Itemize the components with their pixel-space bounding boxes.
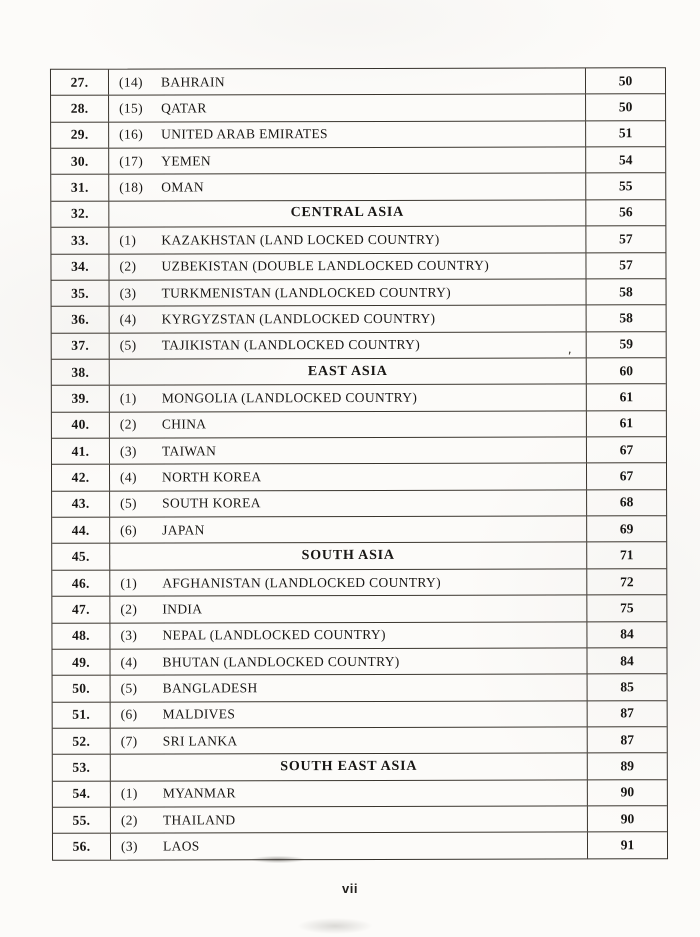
row-serial-number: 47.	[52, 597, 110, 623]
row-sub-number: (1)	[119, 232, 137, 248]
row-serial-number: 43.	[52, 491, 110, 517]
row-region-heading: EAST ASIA	[307, 363, 388, 379]
row-serial-number: 33.	[51, 228, 109, 254]
row-serial-number: 29.	[51, 122, 109, 148]
row-page-number: 90	[587, 806, 667, 832]
row-sub-number: (3)	[119, 443, 137, 459]
row-entry-cell	[110, 543, 586, 570]
table-row	[52, 436, 666, 464]
row-serial-number: 38.	[52, 360, 110, 386]
row-serial-number: 41.	[52, 439, 110, 465]
row-sub-number: (1)	[120, 785, 138, 801]
row-page-number: 61	[586, 385, 666, 411]
row-serial-number: 51.	[53, 702, 111, 728]
table-row	[51, 94, 665, 122]
table-row	[53, 779, 667, 807]
table-row	[52, 410, 666, 438]
row-country-name: SRI LANKA	[162, 732, 238, 749]
table-row	[52, 621, 666, 649]
row-entry-cell	[110, 622, 586, 649]
row-entry-cell	[111, 780, 587, 807]
row-sub-number: (15)	[119, 100, 143, 116]
row-page-number: 71	[586, 543, 666, 569]
page-number-footer: vii	[342, 881, 358, 896]
row-country-name: LAOS	[162, 838, 200, 854]
row-region-heading: CENTRAL ASIA	[290, 205, 405, 221]
row-sub-number: (2)	[119, 258, 137, 274]
row-serial-number: 52.	[53, 729, 111, 755]
row-country-name: BANGLADESH	[162, 680, 258, 696]
row-country-name: MALDIVES	[162, 706, 236, 722]
row-country-name: MYANMAR	[162, 785, 236, 801]
row-entry-cell	[109, 95, 585, 122]
row-sub-number: (18)	[119, 179, 144, 195]
row-serial-number: 27.	[51, 70, 109, 96]
row-serial-number: 42.	[52, 465, 110, 491]
toc-table	[50, 67, 668, 861]
row-page-number: 69	[586, 516, 666, 542]
row-sub-number: (3)	[120, 627, 138, 643]
row-page-number: 59	[586, 332, 666, 358]
row-page-number: 67	[586, 437, 666, 463]
row-country-name: JAPAN	[162, 522, 205, 538]
row-country-name: CHINA	[161, 416, 207, 432]
row-page-number: 91	[587, 833, 667, 859]
row-serial-number: 46.	[52, 570, 110, 596]
row-entry-cell	[110, 437, 586, 464]
row-entry-cell	[111, 701, 587, 728]
row-country-name: MONGOLIA (LANDLOCKED COUNTRY)	[161, 389, 418, 406]
row-entry-cell	[110, 279, 586, 306]
row-serial-number: 39.	[52, 386, 110, 412]
table-row	[52, 515, 666, 543]
row-entry-cell	[110, 332, 586, 359]
table-row	[52, 357, 666, 385]
row-sub-number: (17)	[119, 153, 144, 169]
table-row	[51, 68, 665, 95]
row-country-name: NEPAL (LANDLOCKED COUNTRY)	[162, 627, 386, 643]
row-page-number: 51	[585, 121, 665, 147]
row-sub-number: (1)	[119, 390, 137, 406]
row-entry-cell	[109, 174, 585, 201]
row-sub-number: (2)	[120, 601, 138, 617]
row-serial-number: 28.	[51, 96, 109, 122]
row-country-name: TAJIKISTAN (LANDLOCKED COUNTRY)	[161, 337, 421, 353]
row-serial-number: 40.	[52, 412, 110, 438]
row-page-number: 84	[586, 622, 666, 648]
row-serial-number: 48.	[52, 623, 110, 649]
row-country-name: TAIWAN	[161, 443, 217, 459]
row-serial-number: 50.	[53, 676, 111, 702]
row-serial-number: 32.	[51, 201, 109, 227]
row-page-number: 58	[586, 305, 666, 331]
row-page-number: 61	[586, 411, 666, 437]
row-sub-number: (3)	[120, 838, 138, 854]
row-entry-cell	[111, 833, 587, 860]
row-page-number: 90	[587, 780, 667, 806]
row-serial-number: 37.	[52, 333, 110, 359]
row-page-number: 57	[585, 253, 665, 279]
row-serial-number: 54.	[53, 781, 111, 807]
row-country-name: BAHRAIN	[160, 74, 225, 90]
row-country-name: KYRGYZSTAN (LANDLOCKED COUNTRY)	[161, 310, 436, 327]
row-entry-cell	[110, 517, 586, 544]
row-serial-number: 36.	[52, 307, 110, 333]
row-entry-cell	[110, 596, 586, 623]
row-entry-cell	[111, 675, 587, 702]
row-serial-number: 31.	[51, 175, 109, 201]
table-row	[51, 252, 665, 280]
row-entry-cell	[109, 227, 585, 254]
scan-smudge	[252, 856, 304, 863]
table-row	[53, 726, 667, 754]
row-page-number: 56	[585, 200, 665, 226]
row-country-name: KAZAKHSTAN (LAND LOCKED COUNTRY)	[161, 231, 440, 248]
row-page-number: 85	[587, 674, 667, 700]
row-entry-cell	[110, 385, 586, 412]
row-country-name: THAILAND	[162, 812, 236, 828]
row-page-number: 87	[587, 727, 667, 753]
table-row	[51, 146, 665, 174]
row-page-number: 55	[585, 174, 665, 200]
table-row	[51, 199, 665, 227]
row-sub-number: (5)	[119, 337, 137, 353]
row-serial-number: 30.	[51, 149, 109, 175]
row-serial-number: 55.	[53, 808, 111, 834]
table-row	[52, 463, 666, 491]
row-page-number: 72	[586, 569, 666, 595]
row-serial-number: 53.	[53, 755, 111, 781]
row-country-name: UZBEKISTAN (DOUBLE LANDLOCKED COUNTRY)	[161, 257, 490, 274]
row-country-name: AFGHANISTAN (LANDLOCKED COUNTRY)	[162, 574, 441, 591]
table-row	[52, 647, 666, 675]
row-entry-cell	[110, 358, 586, 385]
row-serial-number: 34.	[51, 254, 109, 280]
row-country-name: QATAR	[161, 100, 207, 116]
row-country-name: BHUTAN (LANDLOCKED COUNTRY)	[162, 653, 400, 670]
row-entry-cell	[110, 464, 586, 491]
row-entry-cell	[111, 806, 587, 833]
row-entry-cell	[109, 121, 585, 148]
table-row	[51, 173, 665, 201]
row-sub-number: (6)	[120, 522, 137, 538]
row-entry-cell	[109, 253, 585, 280]
row-sub-number: (2)	[120, 812, 138, 828]
row-serial-number: 44.	[52, 518, 110, 544]
row-page-number: 75	[586, 595, 666, 621]
scan-smudge	[298, 918, 372, 934]
table-row	[52, 542, 666, 570]
row-page-number: 89	[587, 754, 667, 780]
row-entry-cell	[111, 727, 587, 754]
row-country-name: NORTH KOREA	[162, 469, 262, 485]
row-country-name: UNITED ARAB EMIRATES	[161, 126, 328, 142]
row-page-number: 84	[586, 648, 666, 674]
row-sub-number: (4)	[120, 654, 138, 670]
table-row	[51, 225, 665, 253]
row-page-number: 50	[585, 95, 665, 121]
row-sub-number: (6)	[120, 706, 138, 722]
row-entry-cell	[110, 490, 586, 517]
row-country-name: YEMEN	[161, 153, 211, 169]
row-serial-number: 49.	[52, 650, 110, 676]
table-row	[52, 384, 666, 412]
row-entry-cell	[109, 68, 585, 95]
row-entry-cell	[111, 754, 587, 781]
row-serial-number: 45.	[52, 544, 110, 570]
row-sub-number: (2)	[119, 416, 137, 432]
row-sub-number: (5)	[120, 496, 137, 512]
table-row	[52, 278, 666, 306]
row-sub-number: (3)	[119, 285, 137, 301]
row-sub-number: (14)	[118, 74, 143, 90]
row-page-number: 67	[586, 464, 666, 490]
row-page-number: 87	[587, 701, 667, 727]
table-row	[52, 304, 666, 332]
table-row	[51, 120, 665, 148]
row-entry-cell	[110, 411, 586, 438]
scan-artifact-mark: '	[565, 347, 573, 364]
table-row	[53, 805, 667, 833]
row-sub-number: (4)	[119, 311, 137, 327]
row-entry-cell	[110, 569, 586, 596]
row-sub-number: (4)	[120, 469, 137, 485]
table-row	[52, 594, 666, 622]
table-row	[53, 673, 667, 701]
row-sub-number: (1)	[120, 575, 138, 591]
row-page-number: 54	[585, 147, 665, 173]
row-entry-cell	[110, 306, 586, 333]
row-region-heading: SOUTH EAST ASIA	[280, 758, 418, 775]
table-row	[53, 753, 667, 781]
row-sub-number: (7)	[120, 733, 138, 749]
table-row	[52, 489, 666, 517]
row-country-name: OMAN	[161, 179, 204, 195]
row-page-number: 60	[586, 358, 666, 384]
row-country-name: INDIA	[162, 601, 203, 617]
table-row	[52, 568, 666, 596]
table-row	[52, 331, 666, 359]
row-entry-cell	[109, 200, 585, 227]
row-sub-number: (5)	[120, 680, 138, 696]
table-row	[53, 700, 667, 728]
row-page-number: 50	[585, 68, 665, 94]
row-sub-number: (16)	[119, 126, 144, 143]
row-page-number: 58	[586, 279, 666, 305]
table-row	[53, 832, 667, 860]
row-region-heading: SOUTH ASIA	[301, 548, 395, 564]
row-page-number: 68	[586, 490, 666, 516]
row-serial-number: 56.	[53, 834, 111, 860]
row-entry-cell	[110, 648, 586, 675]
row-serial-number: 35.	[52, 281, 110, 307]
row-country-name: SOUTH KOREA	[162, 495, 261, 511]
row-page-number: 57	[585, 226, 665, 252]
row-entry-cell	[109, 147, 585, 174]
row-country-name: TURKMENISTAN (LANDLOCKED COUNTRY)	[161, 284, 452, 301]
